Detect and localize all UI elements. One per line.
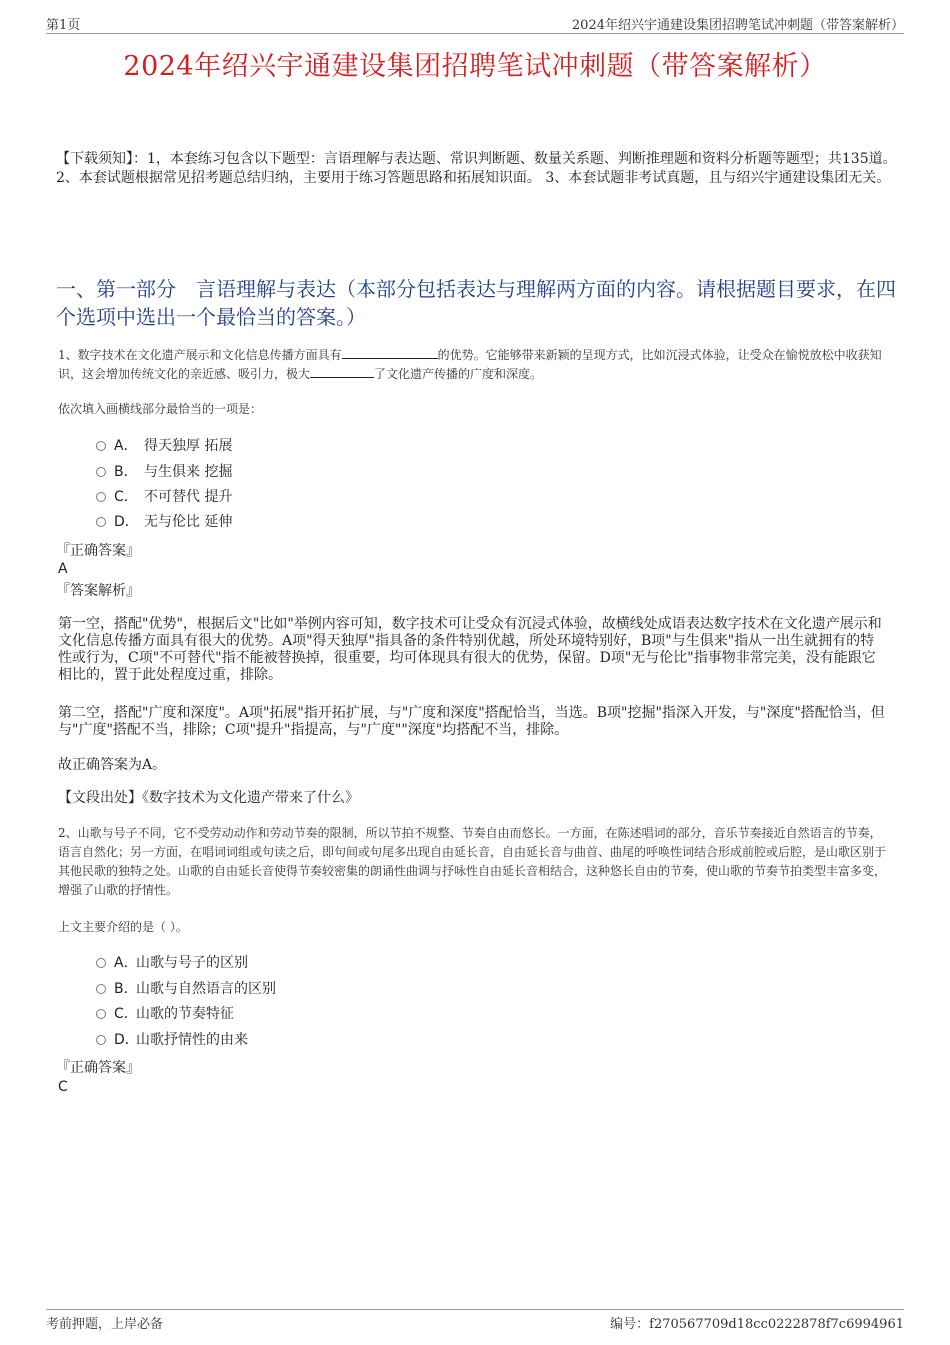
radio-icon[interactable] [96,958,106,968]
question-1-stem [58,346,888,384]
question-2-prompt: 上文主要介绍的是（ ）。 [58,920,188,934]
header-rule [46,33,904,34]
radio-icon[interactable] [96,1035,106,1045]
question-2-option-a[interactable]: A．山歌与号子的区别 [96,953,248,973]
question-2-answer: C [58,1079,68,1095]
question-1-stem-part-c: 了文化遗产传播的广度和深度。 [374,367,543,381]
radio-icon[interactable] [96,517,106,527]
radio-icon[interactable] [96,1009,106,1019]
question-1-option-b[interactable]: B． 与生俱来 挖掘 [96,462,232,482]
page-title: 2024年绍兴宇通建设集团招聘笔试冲刺题（带答案解析） [123,51,827,82]
question-1-answer-label: 『正确答案』 [56,543,140,559]
radio-icon[interactable] [96,492,106,502]
footer-serial-number: 编号：f270567709d18cc0222878f7c6994961 [610,1317,904,1332]
question-2-option-d[interactable]: D．山歌抒情性的由来 [96,1030,248,1050]
question-1-conclusion: 故正确答案为A。 [58,757,167,773]
question-1-option-a[interactable]: A． 得天独厚 拓展 [96,436,232,456]
section-heading: 一、第一部分 言语理解与表达（本部分包括表达与理解两方面的内容。请根据题目要求，在四个选项中选出一个最恰当的答案。） [56,277,896,329]
question-1-analysis-label: 『答案解析』 [56,583,140,599]
header-doc-title: 2024年绍兴宇通建设集团招聘笔试冲刺题（带答案解析） [571,18,904,33]
radio-icon[interactable] [96,984,106,994]
fill-blank-2 [310,365,374,378]
fill-blank-1 [342,346,438,359]
question-1-stem-part-a: 1、数字技术在文化遗产展示和文化信息传播方面具有 [58,348,342,362]
question-1-analysis-paragraph-1: 第一空，搭配"优势"，根据后文"比如"举例内容可知，数字技术可让受众有沉浸式体验，故横线处成语表达数字技术在文化遗产展示和文化信息传播方面具有很大的优势。A项"得天独厚"指具备的条件特别优越，所处环境特别好，B项"与生俱来"指从一出生就拥有的特性或行为，C项"不可替代"指不能被替换掉，很重要，均可体现具有很大的优势，保留。D项"无与伦比"指事物非常完美，没有能跟它相比的，置于此处程度过重，排除。 [58,616,882,683]
question-1-prompt: 依次填入画横线部分最恰当的一项是： [58,402,263,416]
question-1-option-c[interactable]: C． 不可替代 提升 [96,487,232,507]
question-2-answer-label: 『正确答案』 [56,1060,140,1076]
footer-slogan: 考前押题，上岸必备 [46,1317,164,1332]
question-1-analysis-paragraph-2: 第二空，搭配"广度和深度"。A项"拓展"指开拓扩展，与"广度和深度"搭配恰当，当选。B项"挖掘"指深入开发，与"深度"搭配恰当，但与"广度"搭配不当，排除；C项"提升"指提高，与"广度""深度"均搭配不当，排除。 [58,705,885,738]
question-1-option-d[interactable]: D． 无与伦比 延伸 [96,512,232,532]
question-2-option-c[interactable]: C．山歌的节奏特征 [96,1004,234,1024]
radio-icon[interactable] [96,441,106,451]
footer-rule [46,1309,904,1310]
download-notice: 【下载须知】：1，本套练习包含以下题型：言语理解与表达题、常识判断题、数量关系题、判断推理题和资料分析题等题型；共135道。 2、本套试题根据常见招考题总结归纳，主要用于练习答题思路和拓展知识面。 3、本套试题非考试真题，且与绍兴宇通建设集团无关。 [56,151,897,186]
question-1-source: 【文段出处】《数字技术为文化遗产带来了什么》 [58,790,359,806]
header-page-number: 第1页 [46,18,81,33]
question-1-answer: A [58,561,68,577]
question-2-option-b[interactable]: B．山歌与自然语言的区别 [96,979,276,999]
question-1-stem-part-b: 的优势。它能够带来新颖的呈现方式，比如沉浸式体验，让受众在愉悦放松中收获知识，这会增加传统文化的亲近感、吸引力，极大 [58,348,882,381]
radio-icon[interactable] [96,467,106,477]
question-2-stem: 2、山歌与号子不同，它不受劳动动作和劳动节奏的限制，所以节拍不规整、节奏自由而悠长。一方面，在陈述唱词的部分，音乐节奏接近自然语言的节奏，语言自然化；另一方面，在唱词词组或句读之后，即句间或句尾多出现自由延长音，自由延长音与曲首、曲尾的呼唤性词结合形成前腔或后腔，是山歌区别于其他民歌的独特之处。山歌的自由延长音使得节奏较密集的朗诵性曲调与抒咏性自由延长音相结合，这种悠长自由的节奏，使山歌的节奏节拍类型丰富多变，增强了山歌的抒情性。 [58,826,887,897]
